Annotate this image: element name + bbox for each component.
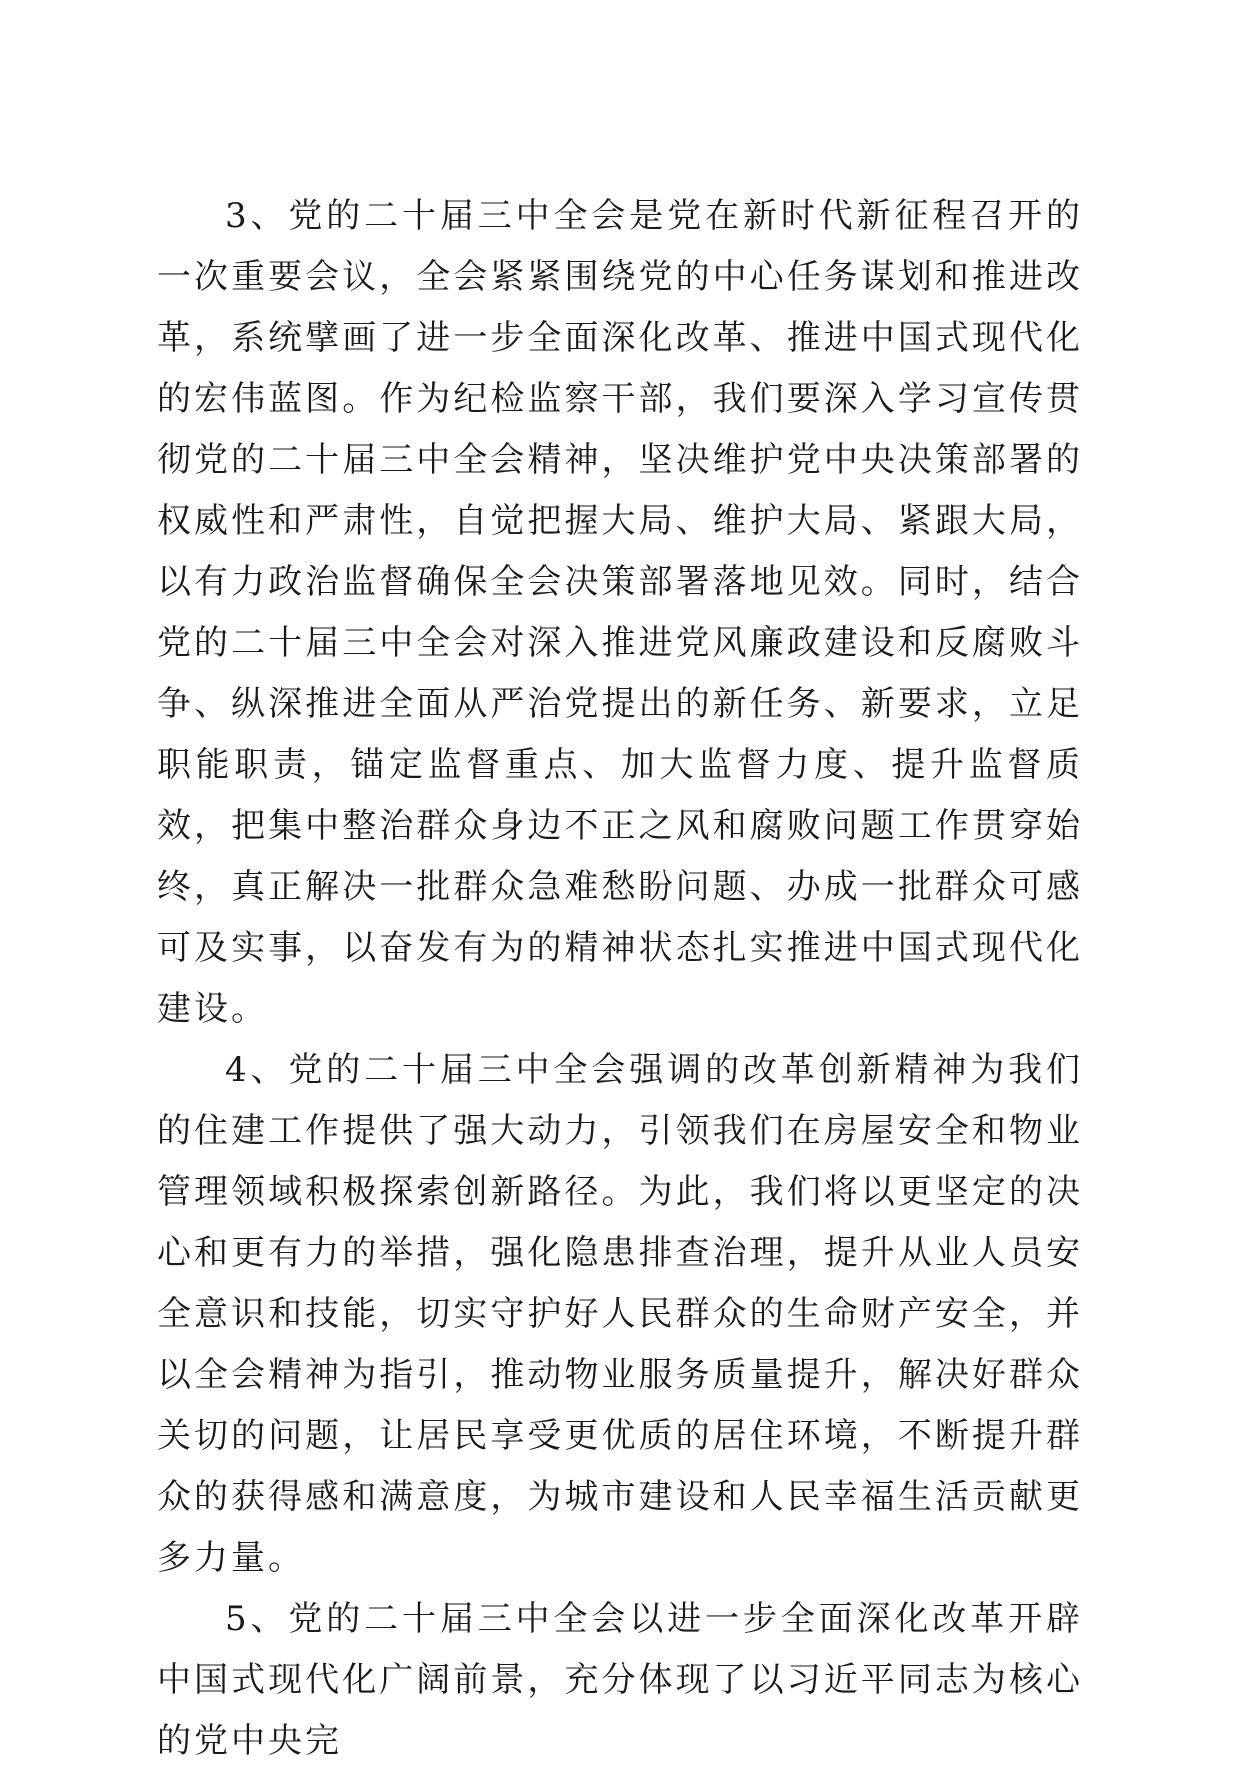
paragraph-4: 4、党的二十届三中全会强调的改革创新精神为我们的住建工作提供了强大动力，引领我们在房屋安全和物业管理领域积极探索创新路径。为此，我们将以更坚定的决心和更有力的举措，强化隐患排查治理，提升从业人员安全意识和技能，切实守护好人民群众的生命财产安全，并以全会精神为指引，推动物业服务质量提升，解决好群众关切的问题，让居民享受更优质的居住环境，不断提升群众的获得感和满意度，为城市建设和人民幸福生活贡献更多力量。 (157, 1050, 1083, 1578)
document-body (157, 186, 1083, 1772)
paragraph-3: 3、党的二十届三中全会是党在新时代新征程召开的一次重要会议，全会紧紧围绕党的中心任务谋划和推进改革，系统擘画了进一步全面深化改革、推进中国式现代化的宏伟蓝图。作为纪检监察干部，我们要深入学习宣传贯彻党的二十届三中全会精神，坚决维护党中央决策部署的权威性和严肃性，自觉把握大局、维护大局、紧跟大局，以有力政治监督确保全会决策部署落地见效。同时，结合党的二十届三中全会对深入推进党风廉政建设和反腐败斗争、纵深推进全面从严治党提出的新任务、新要求，立足职能职责，锚定监督重点、加大监督力度、提升监督质效，把集中整治群众身边不正之风和腐败问题工作贯穿始终，真正解决一批群众急难愁盼问题、办成一批群众可感可及实事，以奋发有为的精神状态扎实推进中国式现代化建设。 (157, 196, 1083, 1029)
paragraph-5: 5、党的二十届三中全会以进一步全面深化改革开辟中国式现代化广阔前景，充分体现了以习近平同志为核心的党中央完 (157, 1599, 1083, 1761)
